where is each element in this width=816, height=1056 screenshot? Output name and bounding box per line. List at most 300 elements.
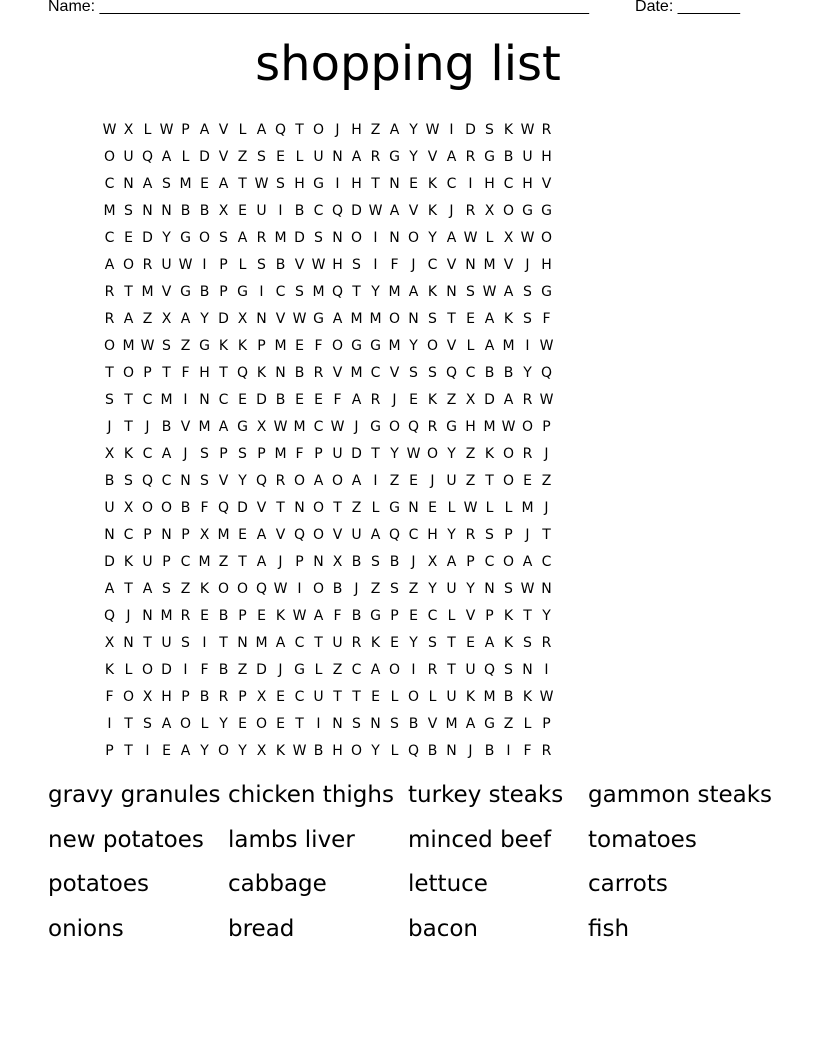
grid-letter: Y: [219, 715, 228, 732]
grid-letter: V: [389, 364, 400, 381]
grid-letter: K: [484, 445, 495, 462]
grid-letter: L: [428, 688, 437, 705]
grid-letter: E: [295, 337, 304, 354]
grid-letter: J: [525, 256, 530, 273]
grid-letter: C: [313, 202, 324, 219]
grid-letter: X: [256, 688, 267, 705]
grid-letter: W: [463, 229, 478, 246]
grid-letter: A: [446, 229, 457, 246]
grid-letter: V: [427, 715, 438, 732]
grid-letter: B: [294, 364, 305, 381]
grid-letter: D: [294, 229, 305, 246]
grid-letter: P: [143, 526, 152, 543]
grid-letter: C: [427, 256, 438, 273]
grid-letter: M: [388, 283, 401, 300]
grid-letter: B: [389, 553, 400, 570]
grid-letter: A: [256, 553, 267, 570]
grid-letter: X: [142, 688, 153, 705]
grid-letter: S: [105, 391, 114, 408]
grid-letter: S: [162, 337, 171, 354]
grid-letter: W: [463, 499, 478, 516]
grid-letter: H: [541, 148, 552, 165]
grid-letter: R: [180, 607, 191, 624]
grid-letter: V: [218, 148, 229, 165]
grid-letter: P: [504, 526, 513, 543]
grid-letter: Y: [428, 580, 437, 597]
grid-letter: L: [124, 661, 133, 678]
grid-row: [96, 737, 560, 764]
grid-letter: N: [446, 742, 457, 759]
grid-letter: K: [256, 364, 267, 381]
grid-row: [96, 143, 560, 170]
grid-letter: I: [278, 202, 283, 219]
grid-letter: Y: [409, 148, 418, 165]
grid-letter: Y: [371, 742, 380, 759]
grid-letter: P: [219, 445, 228, 462]
grid-letter: J: [278, 661, 283, 678]
grid-letter: Y: [390, 445, 399, 462]
grid-letter: Y: [238, 472, 247, 489]
grid-letter: H: [294, 175, 305, 192]
grid-letter: T: [333, 688, 342, 705]
grid-letter: E: [428, 499, 437, 516]
grid-letter: B: [218, 607, 229, 624]
grid-letter: F: [390, 256, 399, 273]
grid-letter: Q: [388, 526, 401, 543]
grid-letter: S: [523, 283, 532, 300]
grid-letter: M: [502, 337, 515, 354]
grid-letter: J: [354, 418, 359, 435]
grid-letter: W: [273, 418, 288, 435]
word-list-item: onions: [48, 915, 124, 942]
grid-letter: I: [468, 175, 473, 192]
word-list-item: cabbage: [228, 871, 327, 897]
grid-letter: O: [407, 688, 420, 705]
grid-letter: X: [104, 634, 115, 651]
grid-letter: G: [484, 148, 495, 165]
grid-letter: Q: [331, 202, 344, 219]
grid-letter: M: [217, 526, 230, 543]
grid-letter: R: [370, 391, 381, 408]
grid-letter: A: [389, 202, 400, 219]
grid-letter: E: [200, 607, 209, 624]
grid-letter: E: [466, 310, 475, 327]
grid-letter: O: [502, 553, 515, 570]
grid-letter: S: [314, 229, 323, 246]
grid-letter: N: [370, 715, 381, 732]
grid-letter: A: [199, 121, 210, 138]
grid-letter: V: [161, 283, 172, 300]
grid-row: [96, 521, 560, 548]
grid-letter: L: [371, 499, 380, 516]
grid-letter: D: [161, 661, 172, 678]
grid-letter: M: [255, 634, 268, 651]
grid-letter: Z: [237, 148, 248, 165]
grid-letter: B: [294, 202, 305, 219]
grid-letter: G: [370, 337, 381, 354]
grid-row: [96, 170, 560, 197]
grid-letter: I: [183, 391, 188, 408]
grid-letter: N: [275, 364, 286, 381]
grid-letter: K: [237, 337, 248, 354]
grid-letter: C: [446, 175, 457, 192]
grid-letter: A: [256, 526, 267, 543]
grid-letter: Z: [180, 580, 191, 597]
grid-row: [96, 251, 560, 278]
grid-letter: X: [123, 121, 134, 138]
grid-letter: Q: [103, 607, 116, 624]
grid-letter: U: [313, 148, 324, 165]
grid-letter: W: [311, 256, 326, 273]
grid-letter: T: [124, 418, 133, 435]
grid-letter: M: [179, 175, 192, 192]
grid-letter: N: [313, 553, 324, 570]
grid-letter: E: [390, 634, 399, 651]
word-list-item: carrots: [588, 871, 668, 897]
grid-letter: Z: [408, 580, 419, 597]
grid-letter: W: [273, 580, 288, 597]
grid-letter: W: [406, 445, 421, 462]
grid-row: [96, 683, 560, 710]
grid-letter: L: [238, 256, 247, 273]
grid-row: [96, 656, 560, 683]
grid-letter: X: [256, 418, 267, 435]
grid-letter: N: [180, 472, 191, 489]
grid-letter: C: [123, 526, 134, 543]
word-list-item: new potatoes: [48, 826, 204, 853]
grid-letter: A: [351, 391, 362, 408]
grid-letter: O: [312, 499, 325, 516]
grid-letter: K: [218, 337, 229, 354]
grid-letter: M: [274, 229, 287, 246]
word-list-item: gammon steaks: [588, 782, 773, 808]
grid-letter: U: [161, 634, 172, 651]
grid-row: [96, 386, 560, 413]
grid-letter: A: [161, 148, 172, 165]
grid-letter: D: [351, 202, 362, 219]
grid-row: [96, 278, 560, 305]
grid-letter: A: [218, 418, 229, 435]
grid-letter: R: [218, 688, 229, 705]
grid-letter: J: [525, 526, 530, 543]
grid-letter: K: [275, 742, 286, 759]
grid-letter: H: [541, 256, 552, 273]
grid-letter: P: [542, 418, 551, 435]
grid-letter: R: [522, 391, 533, 408]
grid-letter: U: [313, 688, 324, 705]
grid-letter: U: [256, 202, 267, 219]
grid-letter: J: [335, 121, 340, 138]
grid-letter: C: [275, 283, 286, 300]
grid-letter: P: [257, 445, 266, 462]
grid-letter: W: [159, 121, 174, 138]
grid-letter: G: [389, 148, 400, 165]
grid-letter: E: [523, 472, 532, 489]
grid-letter: G: [180, 283, 191, 300]
grid-letter: E: [238, 391, 247, 408]
grid-letter: I: [259, 283, 264, 300]
grid-letter: B: [351, 607, 362, 624]
grid-letter: Z: [351, 499, 362, 516]
grid-letter: C: [427, 607, 438, 624]
grid-letter: B: [104, 472, 115, 489]
grid-letter: D: [256, 391, 267, 408]
grid-letter: Z: [541, 472, 552, 489]
grid-letter: L: [238, 121, 247, 138]
grid-letter: H: [332, 256, 343, 273]
grid-letter: I: [506, 742, 511, 759]
grid-letter: L: [143, 121, 152, 138]
grid-letter: U: [104, 499, 115, 516]
grid-letter: Y: [447, 526, 456, 543]
grid-letter: B: [484, 742, 495, 759]
grid-letter: A: [256, 121, 267, 138]
grid-letter: R: [541, 121, 552, 138]
grid-letter: O: [217, 580, 230, 597]
grid-letter: Y: [200, 742, 209, 759]
grid-letter: B: [313, 742, 324, 759]
grid-letter: I: [544, 661, 549, 678]
grid-letter: M: [198, 553, 211, 570]
grid-letter: S: [352, 256, 361, 273]
grid-letter: S: [504, 661, 513, 678]
grid-letter: G: [541, 202, 552, 219]
grid-letter: P: [181, 526, 190, 543]
grid-letter: P: [257, 337, 266, 354]
grid-letter: A: [313, 607, 324, 624]
word-list-item: tomatoes: [588, 826, 697, 853]
grid-letter: X: [465, 391, 476, 408]
grid-letter: N: [465, 256, 476, 273]
grid-letter: V: [332, 526, 343, 543]
grid-letter: R: [351, 634, 362, 651]
grid-letter: S: [390, 580, 399, 597]
grid-letter: N: [332, 229, 343, 246]
grid-letter: K: [503, 121, 514, 138]
grid-letter: X: [427, 553, 438, 570]
grid-letter: N: [389, 229, 400, 246]
grid-letter: T: [333, 499, 342, 516]
grid-letter: O: [103, 148, 116, 165]
grid-letter: S: [523, 310, 532, 327]
grid-letter: O: [141, 499, 154, 516]
grid-letter: T: [485, 472, 494, 489]
grid-letter: G: [180, 229, 191, 246]
grid-letter: E: [238, 715, 247, 732]
grid-letter: M: [369, 310, 382, 327]
grid-letter: V: [541, 175, 552, 192]
grid-letter: L: [390, 688, 399, 705]
grid-letter: P: [219, 283, 228, 300]
grid-letter: H: [484, 175, 495, 192]
grid-letter: E: [409, 472, 418, 489]
grid-letter: Q: [141, 472, 154, 489]
grid-letter: L: [390, 742, 399, 759]
grid-letter: F: [200, 661, 209, 678]
grid-letter: Y: [409, 634, 418, 651]
grid-letter: N: [237, 634, 248, 651]
grid-letter: O: [502, 445, 515, 462]
grid-letter: B: [180, 202, 191, 219]
grid-letter: R: [313, 364, 324, 381]
grid-letter: O: [255, 715, 268, 732]
grid-letter: M: [483, 418, 496, 435]
grid-letter: B: [180, 499, 191, 516]
grid-letter: A: [161, 445, 172, 462]
grid-letter: C: [142, 391, 153, 408]
grid-letter: B: [199, 688, 210, 705]
grid-letter: P: [162, 553, 171, 570]
grid-letter: Z: [370, 121, 381, 138]
grid-letter: N: [104, 526, 115, 543]
grid-letter: Q: [483, 661, 496, 678]
grid-letter: A: [161, 715, 172, 732]
grid-letter: U: [351, 526, 362, 543]
grid-letter: S: [124, 202, 133, 219]
grid-letter: C: [484, 553, 495, 570]
grid-letter: C: [218, 391, 229, 408]
grid-letter: F: [200, 499, 209, 516]
grid-letter: T: [238, 553, 247, 570]
grid-letter: D: [237, 499, 248, 516]
grid-letter: N: [294, 499, 305, 516]
grid-letter: M: [445, 715, 458, 732]
grid-letter: L: [314, 661, 323, 678]
grid-letter: M: [274, 445, 287, 462]
grid-letter: T: [295, 121, 304, 138]
grid-letter: K: [123, 445, 134, 462]
grid-letter: S: [143, 715, 152, 732]
grid-letter: W: [292, 607, 307, 624]
grid-letter: E: [466, 634, 475, 651]
grid-letter: S: [428, 364, 437, 381]
grid-row: [96, 710, 560, 737]
grid-letter: O: [122, 688, 135, 705]
grid-letter: H: [199, 364, 210, 381]
grid-letter: O: [388, 418, 401, 435]
grid-letter: S: [428, 634, 437, 651]
grid-letter: R: [370, 148, 381, 165]
grid-letter: G: [541, 283, 552, 300]
grid-letter: A: [104, 580, 115, 597]
grid-letter: A: [275, 634, 286, 651]
grid-letter: S: [257, 148, 266, 165]
grid-letter: W: [539, 688, 554, 705]
grid-letter: J: [107, 418, 112, 435]
grid-letter: R: [275, 472, 286, 489]
grid-letter: C: [142, 445, 153, 462]
grid-letter: L: [504, 499, 513, 516]
grid-row: [96, 197, 560, 224]
grid-letter: N: [408, 499, 419, 516]
grid-letter: G: [370, 418, 381, 435]
grid-letter: S: [409, 364, 418, 381]
grid-letter: P: [105, 742, 114, 759]
grid-letter: I: [373, 229, 378, 246]
grid-letter: K: [427, 391, 438, 408]
grid-letter: T: [162, 364, 171, 381]
grid-letter: K: [427, 175, 438, 192]
name-field-label: Name: _______________________________________________________: [48, 0, 589, 15]
grid-letter: T: [447, 661, 456, 678]
grid-letter: E: [162, 742, 171, 759]
grid-letter: Y: [238, 742, 247, 759]
grid-letter: H: [161, 688, 172, 705]
grid-letter: S: [219, 229, 228, 246]
grid-letter: T: [276, 499, 285, 516]
grid-letter: X: [332, 553, 343, 570]
grid-letter: J: [411, 256, 416, 273]
grid-letter: W: [292, 310, 307, 327]
grid-letter: E: [409, 391, 418, 408]
grid-letter: V: [275, 526, 286, 543]
grid-letter: K: [503, 634, 514, 651]
grid-letter: D: [199, 148, 210, 165]
grid-letter: D: [104, 553, 115, 570]
grid-letter: A: [389, 121, 400, 138]
grid-letter: L: [485, 499, 494, 516]
grid-letter: O: [293, 472, 306, 489]
grid-letter: A: [522, 553, 533, 570]
grid-letter: L: [295, 148, 304, 165]
grid-letter: R: [427, 661, 438, 678]
grid-letter: C: [161, 472, 172, 489]
grid-letter: B: [484, 364, 495, 381]
grid-letter: X: [104, 445, 115, 462]
grid-letter: S: [295, 283, 304, 300]
grid-letter: H: [522, 175, 533, 192]
grid-letter: N: [541, 580, 552, 597]
grid-letter: Q: [407, 418, 420, 435]
grid-letter: K: [370, 634, 381, 651]
grid-letter: J: [145, 418, 150, 435]
grid-letter: Y: [447, 445, 456, 462]
grid-letter: C: [180, 553, 191, 570]
grid-letter: W: [520, 580, 535, 597]
grid-letter: O: [331, 337, 344, 354]
grid-letter: D: [465, 121, 476, 138]
grid-letter: I: [183, 661, 188, 678]
grid-letter: W: [520, 121, 535, 138]
grid-letter: Y: [523, 364, 532, 381]
grid-letter: O: [236, 580, 249, 597]
grid-letter: A: [465, 715, 476, 732]
grid-letter: I: [335, 175, 340, 192]
grid-letter: M: [122, 337, 135, 354]
grid-letter: F: [523, 742, 532, 759]
grid-letter: C: [351, 661, 362, 678]
grid-letter: E: [257, 607, 266, 624]
grid-letter: S: [257, 256, 266, 273]
grid-letter: Z: [503, 715, 514, 732]
grid-letter: S: [276, 175, 285, 192]
grid-letter: F: [314, 337, 323, 354]
grid-letter: I: [202, 634, 207, 651]
grid-letter: X: [256, 742, 267, 759]
grid-letter: I: [316, 715, 321, 732]
grid-letter: X: [199, 526, 210, 543]
grid-letter: G: [522, 202, 533, 219]
grid-letter: F: [295, 445, 304, 462]
grid-letter: T: [352, 688, 361, 705]
grid-letter: F: [181, 364, 190, 381]
grid-letter: A: [180, 310, 191, 327]
page-title: shopping list: [255, 36, 561, 92]
grid-row: [96, 224, 560, 251]
header-line: [48, 0, 740, 16]
grid-letter: P: [181, 121, 190, 138]
grid-letter: S: [200, 472, 209, 489]
